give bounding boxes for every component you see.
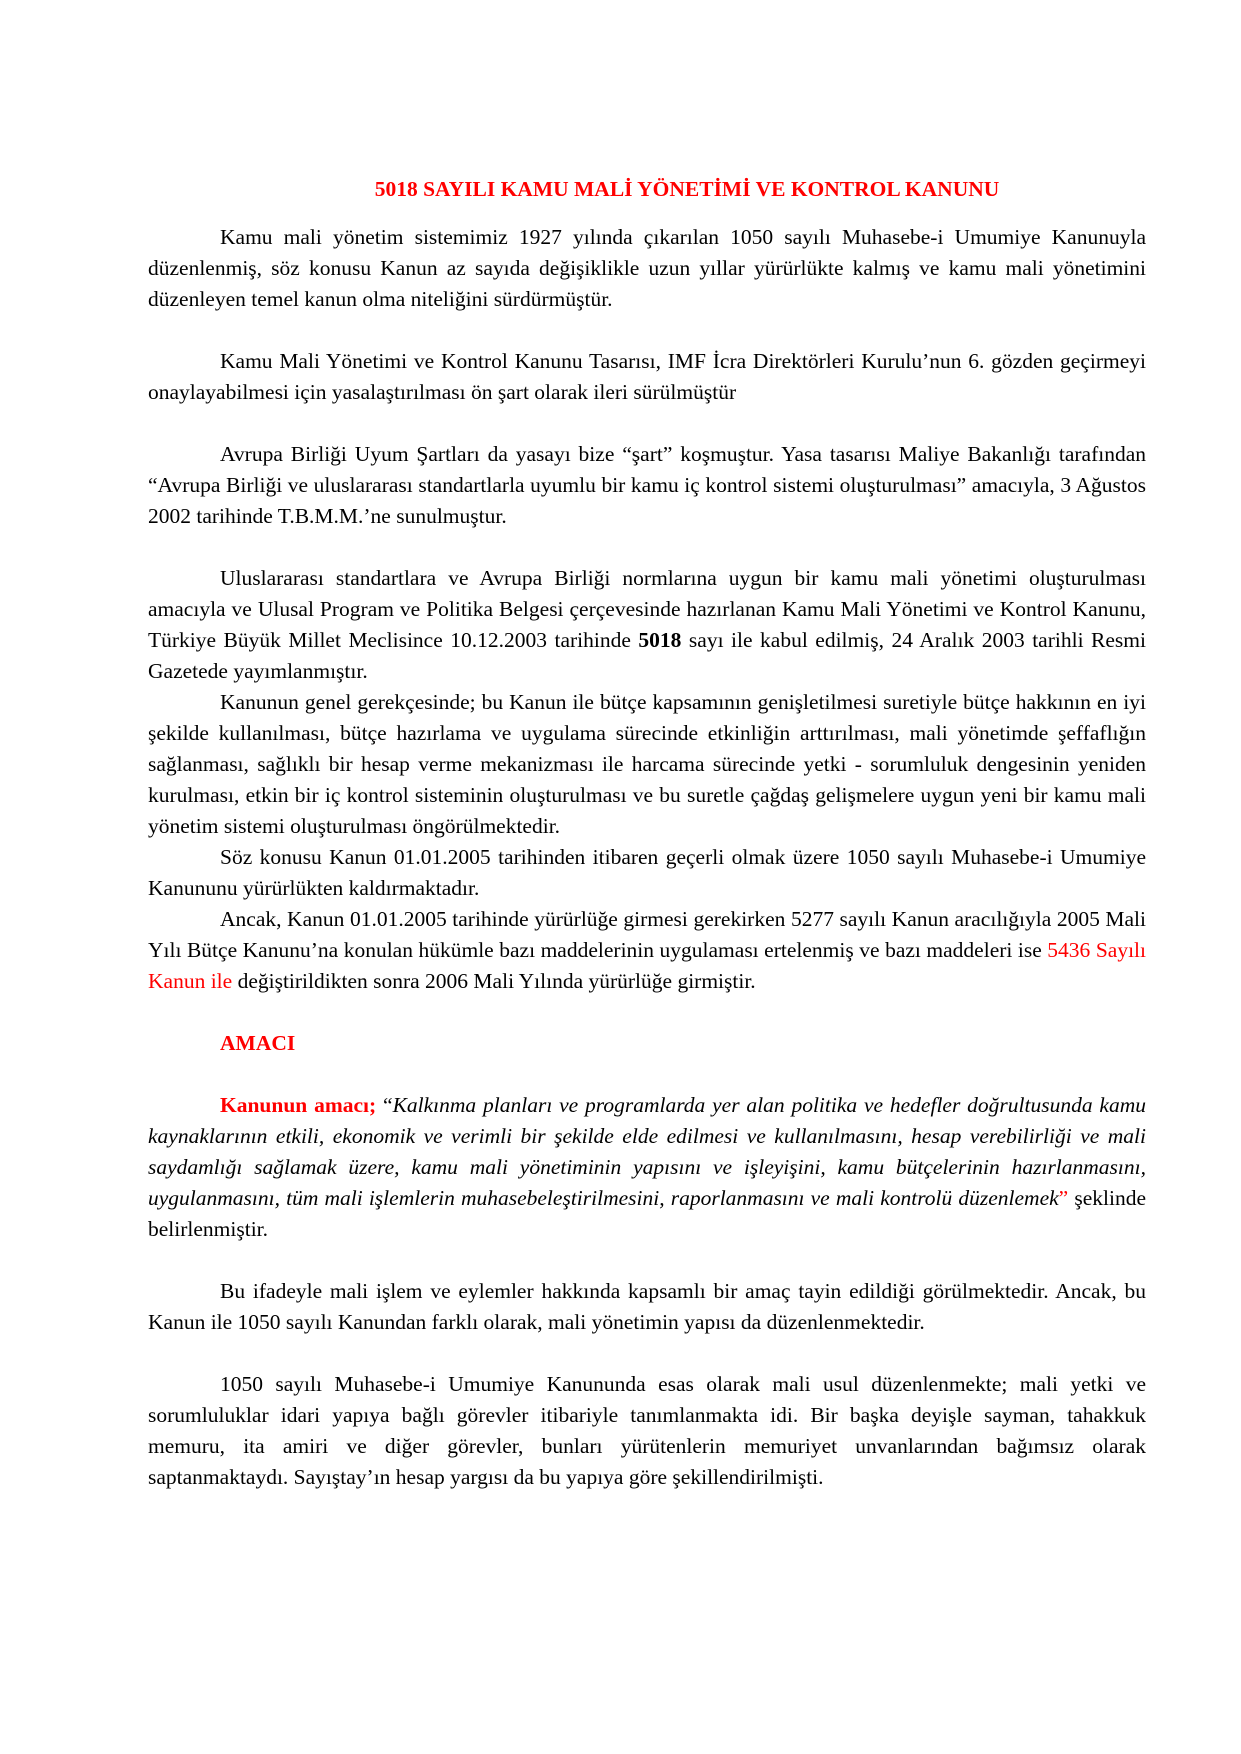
- purpose-lead: Kanunun amacı;: [220, 1093, 377, 1117]
- open-quote: “: [376, 1093, 393, 1117]
- paragraph-7-text-end: değiştirildikten sonra 2006 Mali Yılında yürürlüğe girmiştir.: [232, 969, 756, 993]
- paragraph-8: [148, 1090, 1146, 1245]
- page-title: 5018 SAYILI KAMU MALİ YÖNETİMİ VE KONTROL KANUNU: [374, 177, 1000, 201]
- paragraph-7-text: Ancak, Kanun 01.01.2005 tarihinde yürürlüğe girmesi gerekirken 5277 sayılı Kanun aracılığıyla 2005 Mali Yılı Bütçe Kanunu’na konulan hükümle bazı maddelerinin uygulaması ertelenmiş ve bazı maddeleri ise: [148, 907, 1146, 962]
- section-heading-amaci: AMACI: [220, 1031, 296, 1055]
- paragraph-4: [148, 563, 1146, 687]
- paragraph-1: Kamu mali yönetim sistemimiz 1927 yılında çıkarılan 1050 sayılı Muhasebe-i Umumiye Kanunuyla düzenlenmiş, söz konusu Kanun az sayıda değişiklikle uzun yıllar yürürlükte kalmış ve kamu mali yönetimini düzenleyen temel kanun olma niteliğini sürdürmüştür.: [148, 225, 1146, 311]
- paragraph-4-text: Uluslararası standartlara ve Avrupa Birliği normlarına uygun bir kamu mali yönetimi oluşturulması amacıyla ve Ulusal Program ve Politika Belgesi çerçevesinde hazırlanan Kamu Mali Yönetimi ve Kontrol Kanunu, Türkiye Büyük Millet Meclisince 10.12.2003 tarihinde: [148, 566, 1146, 652]
- law-number: 5018: [638, 628, 682, 652]
- paragraph-9: Bu ifadeyle mali işlem ve eylemler hakkında kapsamlı bir amaç tayin edildiği görülmektedir. Ancak, bu Kanun ile 1050 sayılı Kanundan farklı olarak, mali yönetimin yapısı da düzenlenmektedir.: [148, 1279, 1146, 1334]
- paragraph-5: Kanunun genel gerekçesinde; bu Kanun ile bütçe kapsamının genişletilmesi suretiyle bütçe hakkının en iyi şekilde kullanılması, bütçe hazırlama ve uygulama sürecinde etkinliğin arttırılması, mali yönetimde şeffaflığın sağlanması, sağlıklı bir hesap verme mekanizması ile harcama sürecinde yetki - sorumluluk dengesinin yeniden kurulması, etkin bir iç kontrol sisteminin oluşturulması ve bu suretle çağdaş gelişmelere uygun yeni bir kamu mali yönetim sistemi oluşturulması öngörülmektedir.: [148, 690, 1146, 838]
- paragraph-6: Söz konusu Kanun 01.01.2005 tarihinden itibaren geçerli olmak üzere 1050 sayılı Muhasebe-i Umumiye Kanununu yürürlükten kaldırmaktadır.: [148, 845, 1146, 900]
- close-quote: ”: [1058, 1186, 1069, 1210]
- paragraph-8-text-end: şeklinde belirlenmiştir.: [148, 1186, 1146, 1241]
- law-5436-reference: 5436 Sayılı Kanun ile: [148, 938, 1146, 993]
- document-page: [148, 174, 1146, 1493]
- purpose-quote: Kalkınma planları ve programlarda yer alan politika ve hedefler doğrultusunda kamu kaynaklarının etkili, ekonomik ve verimli bir şekilde elde edilmesi ve kullanılmasını, hesap verebilirliği ve mali saydamlığı sağlamak üzere, kamu mali yönetiminin yapısını ve işleyişini, kamu bütçelerinin hazırlanmasını, uygulanmasını, tüm mali işlemlerin muhasebeleştirilmesini, raporlanmasını ve mali kontrolü düzenlemek: [148, 1093, 1146, 1210]
- paragraph-10: 1050 sayılı Muhasebe-i Umumiye Kanununda esas olarak mali usul düzenlenmekte; mali yetki ve sorumluluklar idari yapıya bağlı görevler itibariyle tanımlanmakta idi. Bir başka deyişle sayman, tahakkuk memuru, ita amiri ve diğer görevler, bunları yürütenlerin memuriyet unvanlarından bağımsız olarak saptanmaktaydı. Sayıştay’ın hesap yargısı da bu yapıya göre şekillendirilmişti.: [148, 1372, 1146, 1489]
- paragraph-2: Kamu Mali Yönetimi ve Kontrol Kanunu Tasarısı, IMF İcra Direktörleri Kurulu’nun 6. gözden geçirmeyi onaylayabilmesi için yasalaştırılması ön şart olarak ileri sürülmüştür: [148, 349, 1146, 404]
- paragraph-7: [148, 904, 1146, 997]
- paragraph-4-text-end: sayı ile kabul edilmiş, 24 Aralık 2003 tarihli Resmi Gazetede yayımlanmıştır.: [148, 628, 1146, 683]
- paragraph-3: Avrupa Birliği Uyum Şartları da yasayı bize “şart” koşmuştur. Yasa tasarısı Maliye Bakanlığı tarafından “Avrupa Birliği ve uluslararası standartlarla uyumlu bir kamu iç kontrol sistemi oluşturulması” amacıyla, 3 Ağustos 2002 tarihinde T.B.M.M.’ne sunulmuştur.: [148, 442, 1146, 528]
